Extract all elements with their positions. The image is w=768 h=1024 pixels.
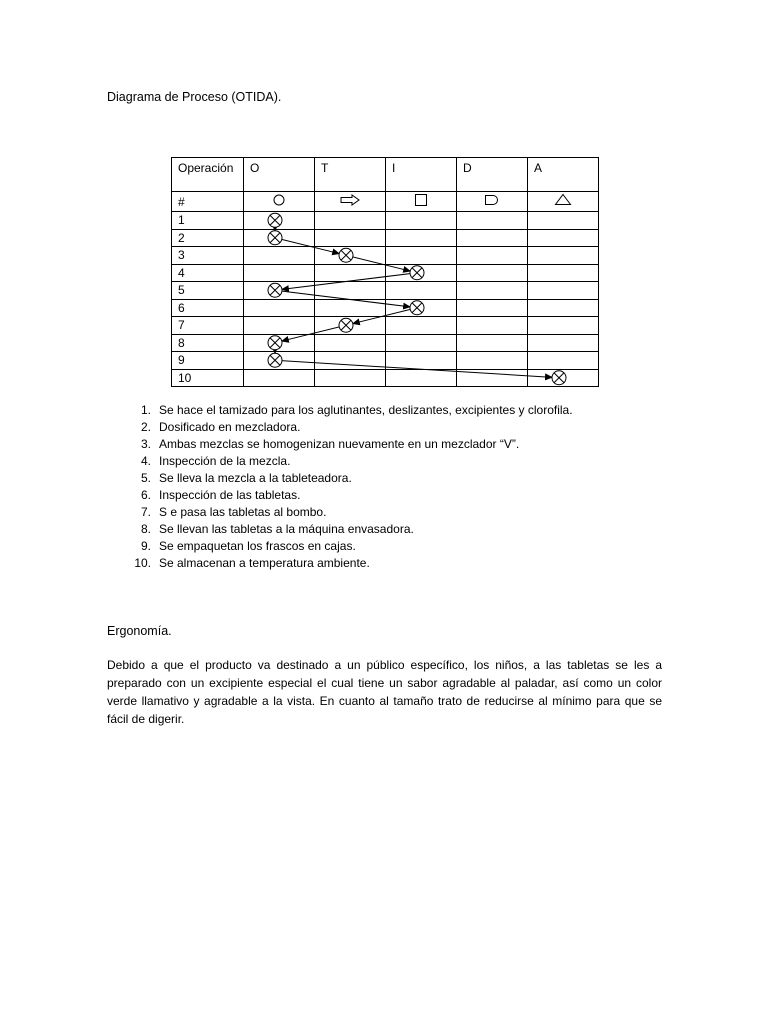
list-item [106, 402, 573, 419]
cell-d [457, 317, 528, 335]
otida-process-table [171, 157, 599, 387]
steps-list [106, 402, 573, 572]
step-text: Se hace el tamizado para los aglutinantes, deslizantes, excipientes y clorofila. [159, 403, 573, 417]
row-number: 3 [172, 247, 244, 265]
table-row [172, 212, 599, 230]
cell-o [244, 352, 315, 370]
list-item [106, 470, 573, 487]
cell-d [457, 299, 528, 317]
step-text: Inspección de la mezcla. [159, 454, 291, 468]
cell-i [386, 229, 457, 247]
header-o: O [244, 158, 315, 192]
ergonomia-title: Ergonomía. [107, 624, 172, 638]
header-a: A [528, 158, 599, 192]
step-number: 8. [140, 522, 151, 536]
step-text: Se lleva la mezcla a la tableteadora. [159, 471, 352, 485]
cell-t [315, 299, 386, 317]
ergonomia-paragraph: Debido a que el producto va destinado a un público específico, los niños, a las tabletas se les a preparado con un excipiente especial el cual tiene un sabor agradable al paladar, así como un color verde llamativo y agradable a la vista. En cuanto al tamaño trato de reducirse al mínimo para que se fácil de digerir. [107, 658, 662, 726]
cell-o [244, 212, 315, 230]
step-text: Dosificado en mezcladora. [159, 420, 301, 434]
cell-d [457, 212, 528, 230]
cell-o [244, 264, 315, 282]
header-d: D [457, 158, 528, 192]
table-row [172, 352, 599, 370]
table-row [172, 264, 599, 282]
cell-o [244, 299, 315, 317]
cell-t [315, 229, 386, 247]
cell-a [528, 212, 599, 230]
step-number: 1. [140, 403, 151, 417]
cell-i [386, 369, 457, 387]
cell-i [386, 352, 457, 370]
symbol-row [172, 192, 599, 212]
step-text: Se empaquetan los frascos en cajas. [159, 539, 356, 553]
cell-a [528, 352, 599, 370]
cell-i [386, 282, 457, 300]
cell-o [244, 369, 315, 387]
list-item [106, 504, 573, 521]
table-row [172, 369, 599, 387]
header-i: I [386, 158, 457, 192]
header-operacion: Operación [172, 158, 244, 192]
row-number: 6 [172, 299, 244, 317]
cell-i [386, 212, 457, 230]
table-row [172, 317, 599, 335]
row-number: 2 [172, 229, 244, 247]
cell-a [528, 299, 599, 317]
list-item [106, 487, 573, 504]
cell-d [457, 369, 528, 387]
cell-d [457, 229, 528, 247]
circle-icon [244, 192, 315, 212]
cell-d [457, 282, 528, 300]
cell-a [528, 264, 599, 282]
cell-o [244, 247, 315, 265]
cell-i [386, 299, 457, 317]
cell-d [457, 334, 528, 352]
row-number: 9 [172, 352, 244, 370]
step-number: 7. [140, 505, 151, 519]
square-icon [386, 192, 457, 212]
cell-o [244, 334, 315, 352]
step-number: 6. [140, 488, 151, 502]
cell-i [386, 247, 457, 265]
step-number: 9. [140, 539, 151, 553]
d-shape-icon [457, 192, 528, 212]
list-item [106, 538, 573, 555]
header-t: T [315, 158, 386, 192]
arrow-right-icon [315, 192, 386, 212]
cell-i [386, 334, 457, 352]
table-row [172, 247, 599, 265]
cell-t [315, 212, 386, 230]
cell-t [315, 352, 386, 370]
step-number: 5. [140, 471, 151, 485]
cell-a [528, 334, 599, 352]
row-number: 5 [172, 282, 244, 300]
list-item [106, 453, 573, 470]
cell-t [315, 317, 386, 335]
cell-t [315, 282, 386, 300]
table-row [172, 229, 599, 247]
cell-o [244, 282, 315, 300]
step-text: S e pasa las tabletas al bombo. [159, 505, 327, 519]
cell-o [244, 317, 315, 335]
step-text: Se almacenan a temperatura ambiente. [159, 556, 370, 570]
table-row [172, 299, 599, 317]
cell-d [457, 352, 528, 370]
cell-a [528, 317, 599, 335]
list-item [106, 555, 573, 572]
cell-t [315, 247, 386, 265]
step-number: 2. [140, 420, 151, 434]
table-row [172, 334, 599, 352]
cell-t [315, 334, 386, 352]
symbol-row-label: # [172, 192, 244, 212]
cell-t [315, 264, 386, 282]
table-header-row [172, 158, 599, 192]
document-title: Diagrama de Proceso (OTIDA). [107, 90, 282, 104]
table-row [172, 282, 599, 300]
row-number: 8 [172, 334, 244, 352]
row-number: 7 [172, 317, 244, 335]
cell-a [528, 247, 599, 265]
cell-a [528, 282, 599, 300]
row-number: 10 [172, 369, 244, 387]
list-item [106, 436, 573, 453]
cell-d [457, 264, 528, 282]
cell-a [528, 229, 599, 247]
step-text: Se llevan las tabletas a la máquina envasadora. [159, 522, 414, 536]
step-text: Ambas mezclas se homogenizan nuevamente en un mezclador “V”. [159, 437, 520, 451]
step-number: 4. [140, 454, 151, 468]
step-number: 3. [140, 437, 151, 451]
cell-t [315, 369, 386, 387]
triangle-icon [528, 192, 599, 212]
cell-i [386, 317, 457, 335]
cell-a [528, 369, 599, 387]
step-text: Inspección de las tabletas. [159, 488, 301, 502]
step-number: 10. [134, 556, 151, 570]
row-number: 4 [172, 264, 244, 282]
list-item [106, 419, 573, 436]
cell-i [386, 264, 457, 282]
cell-d [457, 247, 528, 265]
cell-o [244, 229, 315, 247]
list-item [106, 521, 573, 538]
row-number: 1 [172, 212, 244, 230]
